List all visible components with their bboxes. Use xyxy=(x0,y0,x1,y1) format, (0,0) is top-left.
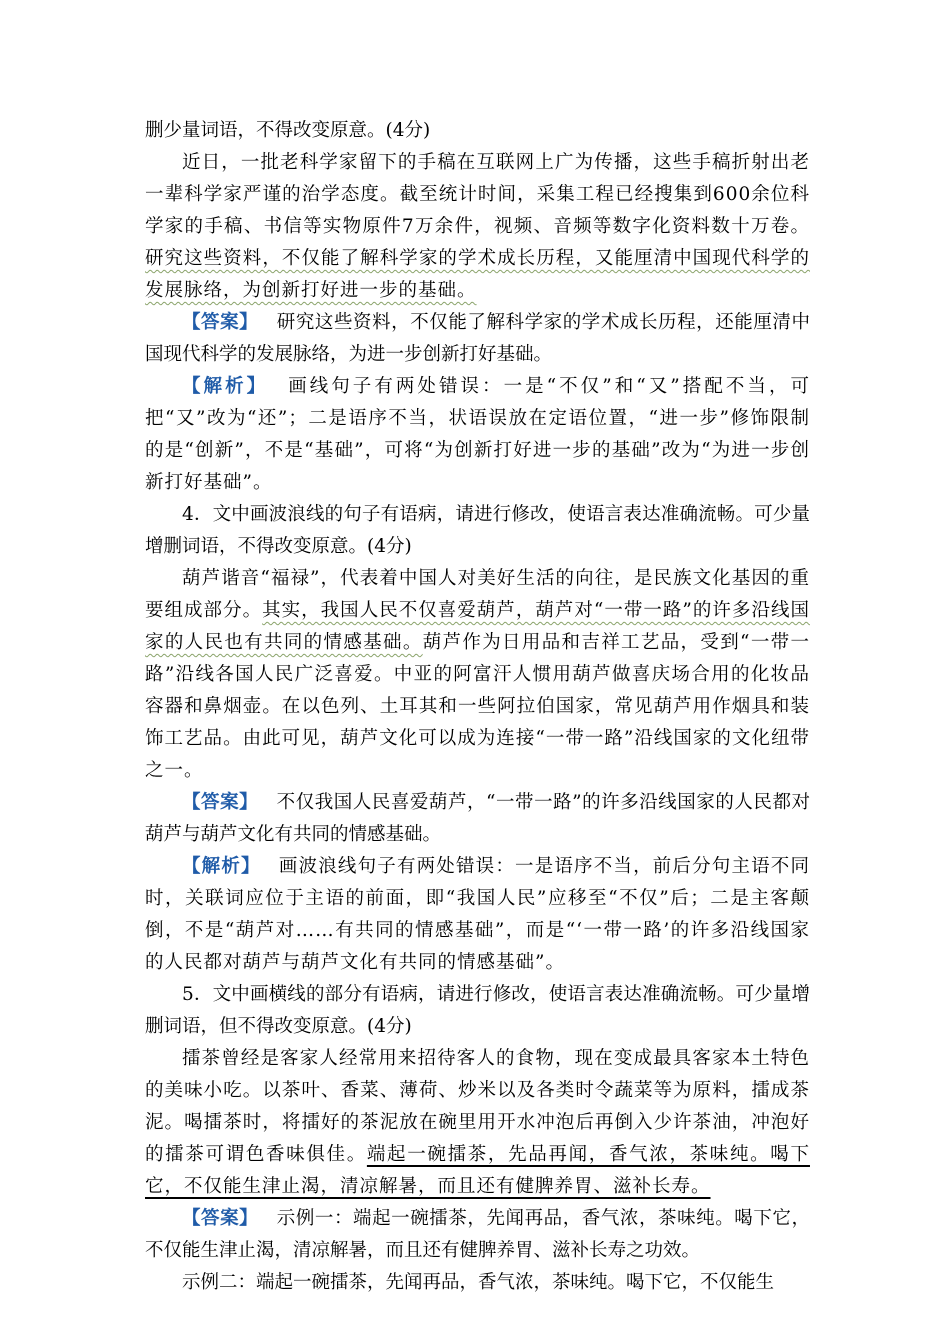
q4-analysis xyxy=(145,851,810,979)
q3-wavy-sentence: 研究这些资料，不仅能了解科学家的学术成长历程，又能厘清中国现代科学的发展脉络，为创新打好进一步的基础。 xyxy=(145,248,810,301)
q3-answer xyxy=(145,307,810,371)
answer-label: 【答案】 xyxy=(182,312,259,333)
question-5: 5．文中画横线的部分有语病，请进行修改，使语言表达准确流畅。可少量增删词语，但不得改变原意。(4分) xyxy=(145,984,810,1037)
q3-analysis-text: 画线句子有两处错误：一是“不仅”和“又”搭配不当，可把“又”改为“还”；二是语序不当，状语误放在定语位置，“进一步”修饰限制的是“创新”，不是“基础”，可将“为创新打好进一步的基础”改为“为进一步创新打好基础”。 xyxy=(145,376,810,493)
q3-answer-text: 研究这些资料，不仅能了解科学家的学术成长历程，还能厘清中国现代科学的发展脉络，为进一步创新打好基础。 xyxy=(145,312,810,365)
q4-passage-before: 葫芦谐音“福禄”，代表着中国人对美好生活的向往，是民族文化基因的重要组成部分。 xyxy=(145,568,810,621)
document-page xyxy=(145,115,810,1299)
question-4: 4．文中画波浪线的句子有语病，请进行修改，使语言表达准确流畅。可少量增删词语，不得改变原意。(4分) xyxy=(145,504,810,557)
question-3-tail: 删少量词语，不得改变原意。(4分) xyxy=(145,120,431,141)
q5-example-2: 示例二：端起一碗擂茶，先闻再品，香气浓，茶味纯。喝下它，不仅能生 xyxy=(182,1272,775,1293)
q4-analysis-text: 画波浪线句子有两处错误：一是语序不当，前后分句主语不同时，关联词应位于主语的前面，即“我国人民”应移至“不仅”后；二是主客颠倒，不是“葫芦对……有共同的情感基础”，而是“‘一带一路’的许多沿线国家的人民都对葫芦与葫芦文化有共同的情感基础”。 xyxy=(145,856,810,973)
q5-underlined-part: 端起一碗擂茶，先品再闻，香气浓，茶味纯。喝下它，不仅能生津止渴，清凉解暑，而且还有健脾养胃、滋补长寿。 xyxy=(145,1144,810,1197)
q3-analysis xyxy=(145,371,810,499)
q4-passage-after: 葫芦作为日用品和吉祥工艺品，受到“一带一路”沿线各国人民广泛喜爱。中亚的阿富汗人惯用葫芦做喜庆场合用的化妆品容器和鼻烟壶。在以色列、土耳其和一些阿拉伯国家，常见葫芦用作烟具和装饰工艺品。由此可见，葫芦文化可以成为连接“一带一路”沿线国家的文化纽带之一。 xyxy=(145,632,810,781)
q3-passage-text: 近日，一批老科学家留下的手稿在互联网上广为传播，这些手稿折射出老一辈科学家严谨的治学态度。截至统计时间，采集工程已经搜集到600余位科学家的手稿、书信等实物原件7万余件，视频、音频等数字化资料数十万卷。 xyxy=(145,152,810,237)
q5-answer xyxy=(145,1203,810,1267)
q5-answer-text: 示例一：端起一碗擂茶，先闻再品，香气浓，茶味纯。喝下它，不仅能生津止渴，清凉解暑，而且还有健脾养胃、滋补长寿之功效。 xyxy=(145,1208,810,1261)
q4-answer xyxy=(145,787,810,851)
answer-label: 【答案】 xyxy=(182,792,259,813)
analysis-label: 【解析】 xyxy=(182,856,261,877)
q5-passage-text: 擂茶曾经是客家人经常用来招待客人的食物，现在变成最具客家本土特色的美味小吃。以茶叶、香菜、薄荷、炒米以及各类时令蔬菜等为原料，擂成茶泥。喝擂茶时，将擂好的茶泥放在碗里用开水冲泡后再倒入少许茶油，冲泡好的擂茶可谓色香味俱佳。 xyxy=(145,1048,810,1165)
analysis-label: 【解析】 xyxy=(182,376,269,397)
q4-wavy-sentence: 其实，我国人民不仅喜爱葫芦，葫芦对“一带一路”的许多沿线国家的人民也有共同的情感基础。 xyxy=(145,600,810,653)
answer-label: 【答案】 xyxy=(182,1208,259,1229)
q3-passage xyxy=(145,147,810,307)
q5-passage xyxy=(145,1043,810,1203)
q4-answer-text: 不仅我国人民喜爱葫芦，“一带一路”的许多沿线国家的人民都对葫芦与葫芦文化有共同的情感基础。 xyxy=(145,792,810,845)
q4-passage xyxy=(145,563,810,787)
